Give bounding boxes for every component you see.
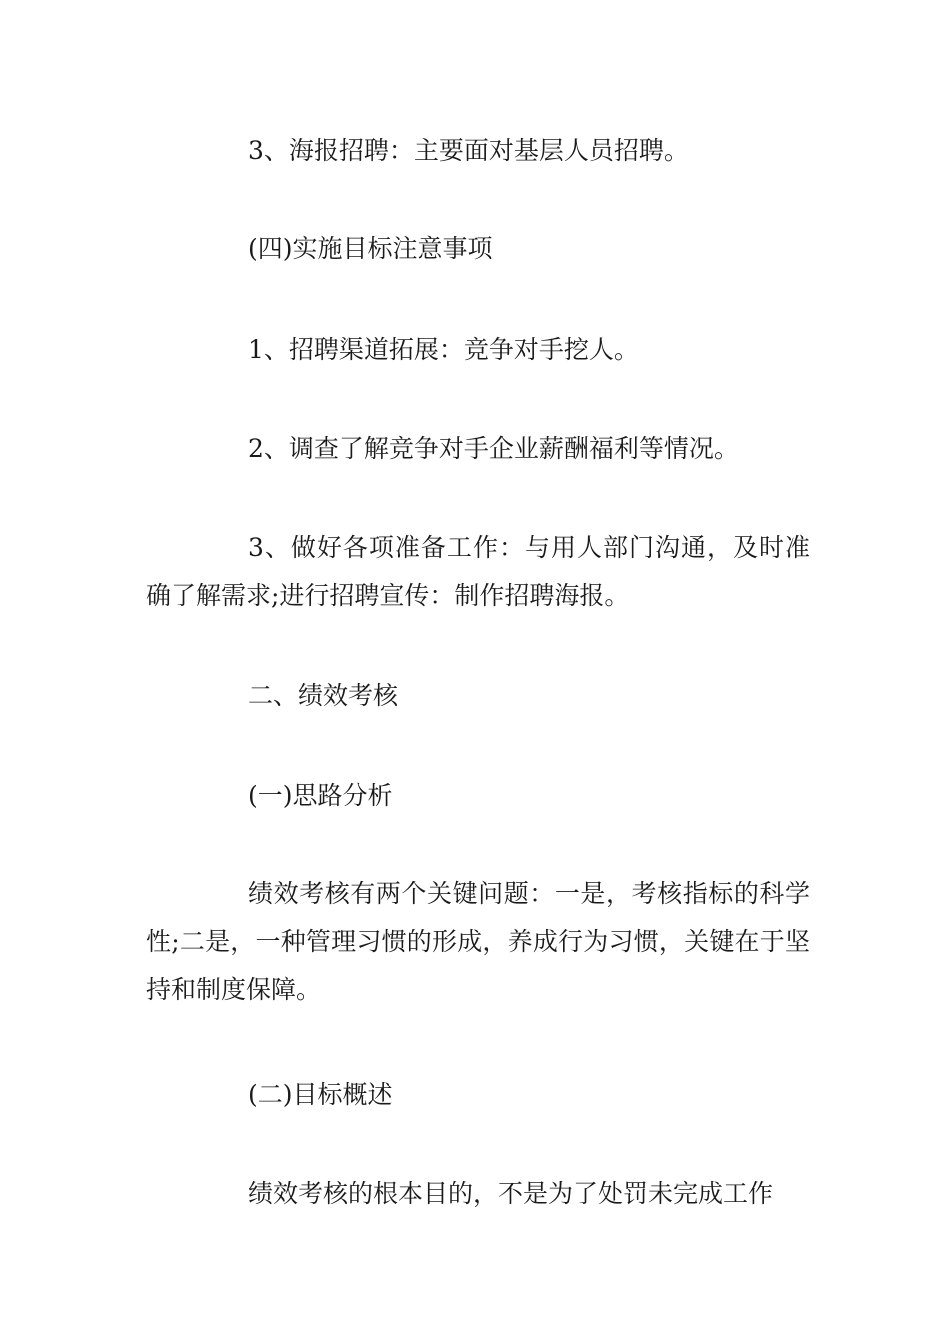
paragraph-poster-recruitment: 3、海报招聘：主要面对基层人员招聘。 [248,136,689,165]
paragraph-competitor-survey: 2、调查了解竞争对手企业薪酬福利等情况。 [248,434,739,463]
section-heading-performance-appraisal: 二、绩效考核 [248,681,399,710]
paragraph-preparation-work: 3、做好各项准备工作：与用人部门沟通，及时准确了解需求;进行招聘宣传：制作招聘海报。 [146,533,810,610]
section-heading-analysis: (一)思路分析 [248,781,393,810]
paragraph-key-issues: 绩效考核有两个关键问题：一是，考核指标的科学性;二是，一种管理习惯的形成，养成行为习惯，关键在于坚持和制度保障。 [146,879,810,1004]
section-heading-implementation-notes: (四)实施目标注意事项 [248,234,493,263]
paragraph-channel-expansion: 1、招聘渠道拓展：竞争对手挖人。 [248,335,639,364]
section-heading-goal-overview: (二)目标概述 [248,1080,393,1109]
paragraph-fundamental-purpose: 绩效考核的根本目的，不是为了处罚未完成工作 [248,1179,774,1208]
